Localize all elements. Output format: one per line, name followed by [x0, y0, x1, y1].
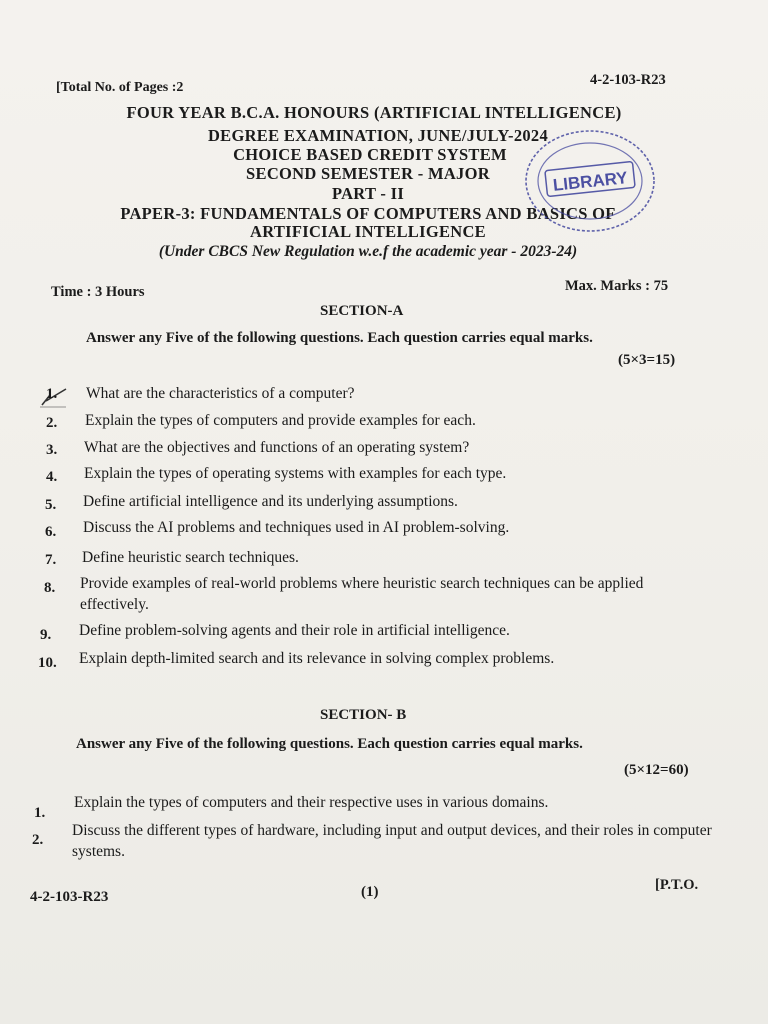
q-a1-number: 1.: [46, 386, 58, 402]
q-a2-text: Explain the types of computers and provide examples for each.: [85, 412, 476, 429]
footer-paper-code: 4-2-103-R23: [30, 889, 109, 905]
q-a10-text: Explain depth-limited search and its relevance in solving complex problems.: [79, 650, 555, 667]
q-a10-number: 10.: [38, 655, 57, 671]
q-a2-number: 2.: [46, 415, 58, 431]
header-line-2: DEGREE EXAMINATION, JUNE/JULY-2024: [207, 126, 549, 145]
q-a6-number: 6.: [45, 524, 57, 540]
section-b-title: SECTION- B: [320, 707, 407, 723]
q-a6-text: Discuss the AI problems and techniques used in AI problem-solving.: [83, 519, 510, 536]
max-marks: Max. Marks : 75: [565, 278, 669, 294]
header-line-5: PART - II: [331, 184, 405, 203]
header-line-1: FOUR YEAR B.C.A. HONOURS (ARTIFICIAL INTELLIGENCE): [126, 103, 622, 122]
footer-pto: [P.T.O.: [655, 877, 699, 893]
q-a9-text: Define problem-solving agents and their role in artificial intelligence.: [79, 622, 510, 639]
header-line-6: PAPER-3: FUNDAMENTALS OF COMPUTERS AND BASICS OF: [120, 204, 616, 223]
section-a-marks: (5×3=15): [618, 352, 676, 368]
q-a9-number: 9.: [40, 627, 52, 643]
paper-code-top: 4-2-103-R23: [590, 72, 666, 88]
q-a3-number: 3.: [46, 442, 58, 458]
q-b2-number: 2.: [32, 832, 44, 848]
header-line-4: SECOND SEMESTER - MAJOR: [246, 164, 490, 183]
header-line-7: ARTIFICIAL INTELLIGENCE: [249, 222, 486, 241]
library-stamp-icon: [518, 126, 658, 236]
q-b1-text: Explain the types of computers and their respective uses in various domains.: [74, 794, 549, 811]
q-a4-number: 4.: [46, 469, 58, 485]
q-a7-number: 7.: [45, 552, 57, 568]
section-a-title: SECTION-A: [320, 303, 404, 319]
q-a4-text: Explain the types of operating systems with examples for each type.: [84, 465, 507, 482]
q-b2-text: Discuss the different types of hardware, including input and output devices, and their roles in computer systems.: [72, 822, 712, 860]
exam-time: Time : 3 Hours: [51, 284, 145, 300]
q-a7-text: Define heuristic search techniques.: [82, 549, 299, 566]
footer-page-number: (1): [361, 884, 379, 900]
q-a5-number: 5.: [45, 497, 57, 513]
section-b-marks: (5×12=60): [624, 762, 689, 778]
q-a8-number: 8.: [44, 580, 56, 596]
header-line-3: CHOICE BASED CREDIT SYSTEM: [233, 145, 507, 164]
q-b1-number: 1.: [34, 805, 46, 821]
section-a-instruction: Answer any Five of the following questions. Each question carries equal marks.: [86, 330, 593, 346]
regulation-line: (Under CBCS New Regulation w.e.f the academic year - 2023-24): [158, 243, 578, 260]
section-b-instruction: Answer any Five of the following questions. Each question carries equal marks.: [76, 736, 583, 752]
q-a5-text: Define artificial intelligence and its underlying assumptions.: [83, 493, 458, 510]
q-a1-text: What are the characteristics of a computer?: [86, 385, 355, 402]
total-pages: [Total No. of Pages :2: [56, 80, 184, 95]
q-a3-text: What are the objectives and functions of an operating system?: [84, 439, 470, 456]
q-a8-text: Provide examples of real-world problems where heuristic search techniques can be applied effectively.: [80, 575, 644, 613]
stamp-label: LIBRARY: [552, 168, 629, 195]
